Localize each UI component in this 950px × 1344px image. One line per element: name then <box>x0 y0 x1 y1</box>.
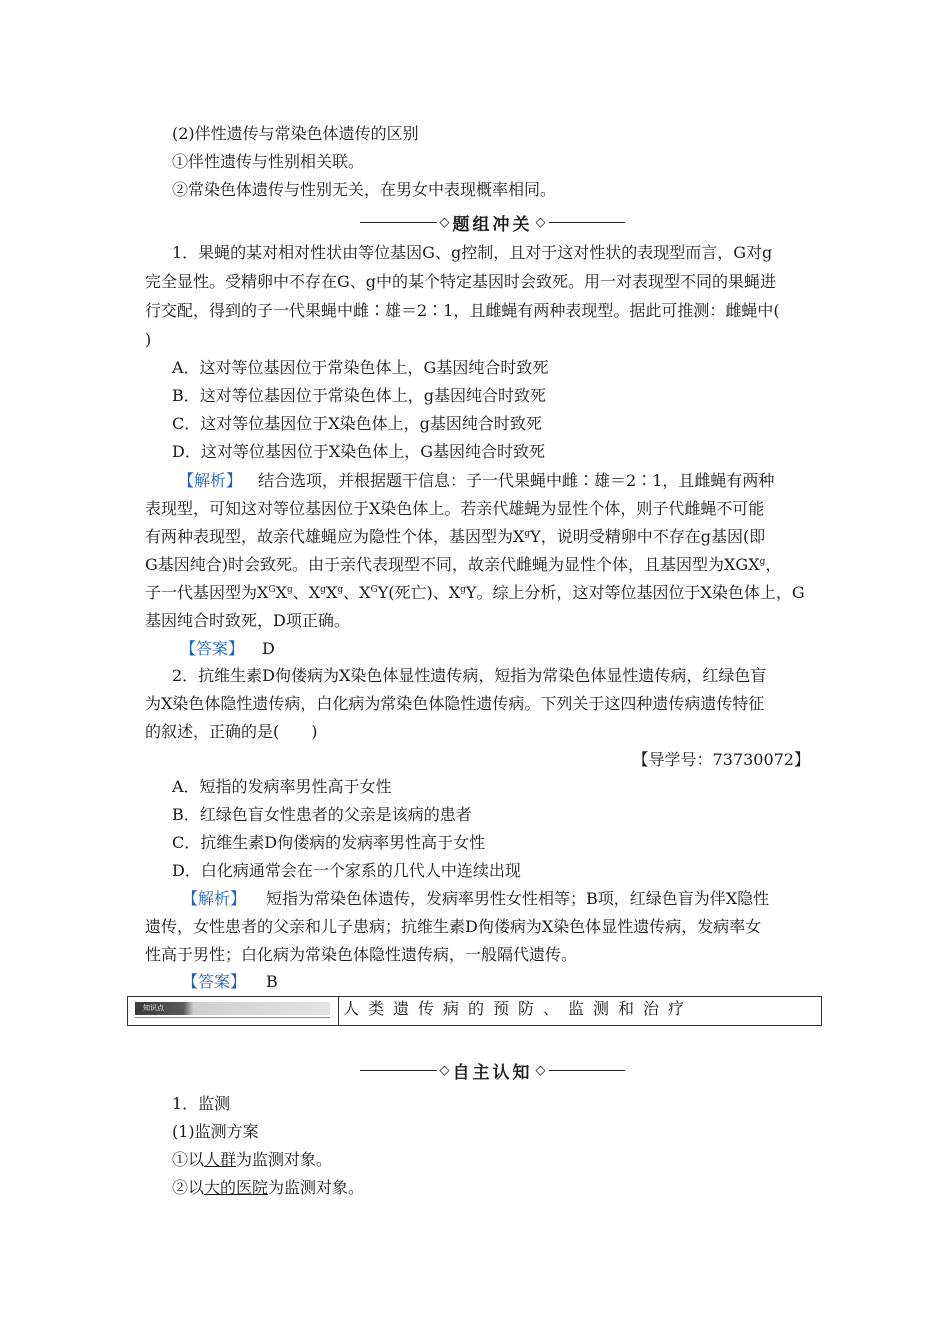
question-text: ) <box>145 330 152 349</box>
option-a: A．短指的发病率男性高于女性 <box>172 777 392 796</box>
analysis-text: 、X <box>292 583 321 602</box>
analysis-tag: 【解析】 <box>178 471 243 490</box>
superscript: G <box>268 585 276 595</box>
option-d: D．白化病通常会在一个家系的几代人中连续出现 <box>172 861 521 880</box>
superscript: g <box>287 585 293 595</box>
answer-line <box>182 972 847 992</box>
badge-label: 知识点 <box>143 1004 164 1012</box>
analysis-text: X <box>325 583 338 602</box>
analysis-text: 结合选项，并根据题干信息：子一代果蝇中雌∶雄＝2∶1，且雌蝇有两种 <box>258 471 775 490</box>
section-separator <box>360 1059 625 1081</box>
option-c: C．这对等位基因位于X染色体上，g基因纯合时致死 <box>172 414 542 433</box>
question-text: 的叙述，正确的是( ) <box>145 722 318 741</box>
diamond-icon: ◇ <box>535 214 546 230</box>
analysis-tag: 【解析】 <box>182 889 247 908</box>
banner-title: 人类遗传病的预防、监测和治疗 <box>343 999 694 1018</box>
analysis-text: 基因纯合时致死，D项正确。 <box>145 611 350 630</box>
text: ①以 <box>172 1150 205 1169</box>
question-text: 1．果蝇的某对相对性状由等位基因G、g控制，且对于这对性状的表现型而言，G对g <box>172 243 773 262</box>
analysis-text: 、X <box>343 583 371 602</box>
analysis-text: Y，说明受精卵中不存在g基因(即 <box>530 527 766 546</box>
analysis-line <box>178 471 843 491</box>
option-b: B．这对等位基因位于常染色体上，g基因纯合时致死 <box>172 386 547 405</box>
analysis-text: 性高于男性；白化病为常染色体隐性遗传病，一般隔代遗传。 <box>145 945 578 964</box>
separator-rule <box>360 222 437 223</box>
section-separator <box>360 211 625 233</box>
separator-rule <box>360 1070 437 1071</box>
analysis-text: 表现型，可知这对等位基因位于X染色体上。若亲代雄蝇为显性个体，则子代雌蝇不可能 <box>145 499 765 518</box>
subheading: (1)监测方案 <box>172 1122 259 1141</box>
underlined-answer: 大的医院 <box>204 1178 269 1197</box>
paragraph <box>172 1150 837 1170</box>
superscript: g <box>320 585 326 595</box>
analysis-text: X <box>275 583 287 602</box>
answer-value: D <box>262 639 275 658</box>
diamond-icon: ◇ <box>439 1062 450 1078</box>
paragraph: ②常染色体遗传与性别无关，在男女中表现概率相同。 <box>172 180 557 199</box>
option-b: B．红绿色盲女性患者的父亲是该病的患者 <box>172 805 472 824</box>
answer-value: B <box>266 972 278 991</box>
subheading: 1．监测 <box>172 1094 231 1113</box>
banner-divider <box>338 997 339 1025</box>
text: ②以 <box>172 1178 205 1197</box>
analysis-line <box>145 527 810 547</box>
underlined-answer: 人群 <box>204 1150 237 1169</box>
superscript: g <box>524 529 531 539</box>
diamond-icon: ◇ <box>439 214 450 230</box>
analysis-text: ， <box>765 555 782 574</box>
text: 为监测对象。 <box>268 1178 365 1197</box>
question-text: 行交配，得到的子一代果蝇中雌∶雄＝2∶1，且雌蝇有两种表现型。据此可推测：雌蝇中( <box>145 301 780 320</box>
guide-number: 【导学号：73730072】 <box>632 750 810 769</box>
section-title: 自主认知 <box>452 1062 533 1083</box>
question-text: 完全显性。受精卵中不存在G、g中的某个特定基因时会致死。用一对表现型不同的果蝇进 <box>145 272 777 291</box>
analysis-line <box>145 555 810 575</box>
analysis-text: Y(死亡)、X <box>377 583 461 602</box>
analysis-text: Y。综上分析，这对等位基因位于X染色体上，G <box>465 583 805 602</box>
analysis-text: 子一代基因型为X <box>145 583 269 602</box>
paragraph <box>172 1178 837 1198</box>
analysis-line <box>145 583 810 603</box>
knowledge-point-banner <box>127 996 822 1026</box>
analysis-text: 短指为常染色体遗传，发病率男性女性相等；B项，红绿色盲为伴X隐性 <box>266 889 770 908</box>
answer-tag: 【答案】 <box>182 972 247 991</box>
answer-tag: 【答案】 <box>180 639 245 658</box>
paragraph: ①伴性遗传与性别相关联。 <box>172 152 365 171</box>
answer-line <box>180 639 845 659</box>
superscript: G <box>370 585 378 595</box>
superscript: g <box>759 557 766 567</box>
question-text: 2．抗维生素D佝偻病为X染色体显性遗传病，短指为常染色体显性遗传病，红绿色盲 <box>172 666 767 685</box>
text: 为监测对象。 <box>236 1150 333 1169</box>
knowledge-point-badge <box>135 1002 330 1015</box>
option-c: C．抗维生素D佝偻病的发病率男性高于女性 <box>172 833 486 852</box>
separator-rule <box>549 1070 626 1071</box>
analysis-line <box>182 889 847 909</box>
diamond-icon: ◇ <box>535 1062 546 1078</box>
subheading: (2)伴性遗传与常染色体遗传的区别 <box>172 124 419 143</box>
analysis-text: G基因纯合)时会致死。由于亲代表现型不同，故亲代雌蝇为显性个体，且基因型为XGX <box>145 555 760 574</box>
question-text: 为X染色体隐性遗传病，白化病为常染色体隐性遗传病。下列关于这四种遗传病遗传特征 <box>145 694 765 713</box>
superscript: g <box>460 585 466 595</box>
separator-rule <box>549 222 626 223</box>
option-a: A．这对等位基因位于常染色体上，G基因纯合时致死 <box>172 358 549 377</box>
option-d: D．这对等位基因位于X染色体上，G基因纯合时致死 <box>172 442 546 461</box>
analysis-text: 遗传，女性患者的父亲和儿子患病；抗维生素D佝偻病为X染色体显性遗传病，发病率女 <box>145 917 762 936</box>
analysis-text: 有两种表现型，故亲代雄蝇应为隐性个体，基因型为X <box>145 527 525 546</box>
badge-underline <box>135 1017 330 1018</box>
section-title: 题组冲关 <box>452 214 533 235</box>
superscript: g <box>337 585 344 595</box>
